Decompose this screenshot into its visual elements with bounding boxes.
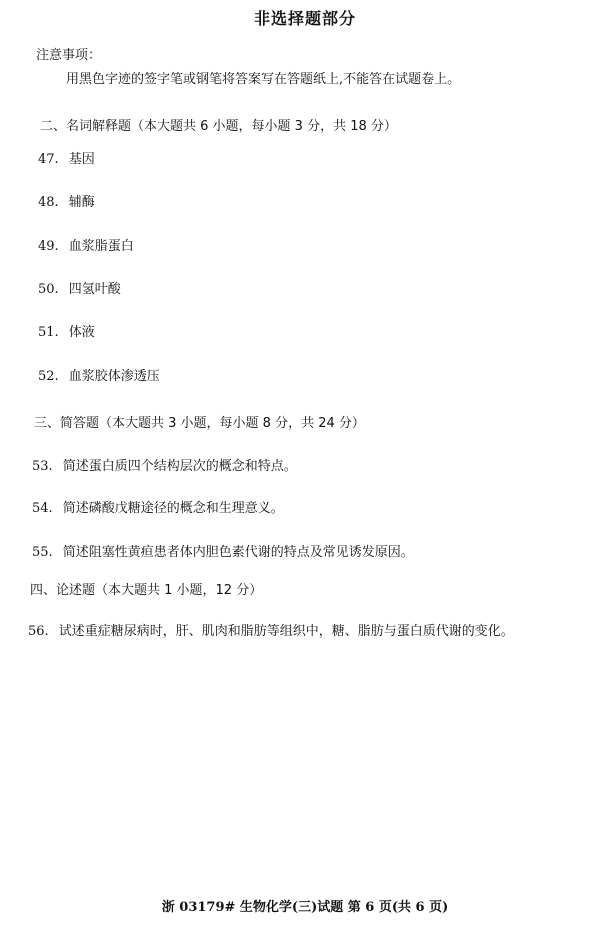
question-number: 50. (38, 282, 59, 297)
question-text: 简述阻塞性黄疸患者体内胆色素代谢的特点及常见诱发原因。 (62, 545, 414, 560)
question-number: 48. (38, 195, 59, 210)
question-51 (38, 321, 95, 340)
question-number: 54. (32, 501, 53, 516)
question-52 (38, 365, 160, 384)
question-text: 简述蛋白质四个结构层次的概念和特点。 (62, 459, 297, 474)
question-text: 四氢叶酸 (68, 282, 121, 297)
notice-text: 用黑色字迹的签字笔或钢笔将答案写在答题纸上,不能答在试题卷上。 (66, 72, 461, 87)
question-54 (32, 497, 284, 516)
question-47 (38, 148, 95, 167)
section-heading-short-answer: 三、简答题（本大题共 3 小题，每小题 8 分，共 24 分） (34, 416, 365, 431)
question-number: 47. (38, 152, 59, 167)
question-number: 52. (38, 369, 59, 384)
question-text: 辅酶 (68, 195, 95, 210)
page-title: 非选择题部分 (253, 9, 356, 28)
question-number: 53. (32, 459, 53, 474)
question-text: 体液 (68, 325, 95, 340)
section-heading-essay: 四、论述题（本大题共 1 小题，12 分） (30, 583, 263, 598)
question-56 (28, 620, 514, 639)
section-heading-noun-explanation: 二、名词解释题（本大题共 6 小题，每小题 3 分，共 18 分） (40, 119, 397, 134)
question-number: 56. (28, 624, 49, 639)
question-text: 试述重症糖尿病时，肝、肌肉和脂肪等组织中，糖、脂肪与蛋白质代谢的变化。 (58, 624, 514, 639)
question-53 (32, 455, 297, 474)
question-text: 简述磷酸戊糖途径的概念和生理意义。 (62, 501, 284, 516)
page-footer: 浙 03179# 生物化学(三)试题 第 6 页(共 6 页) (161, 900, 449, 915)
question-text: 基因 (68, 152, 95, 167)
question-number: 55. (32, 545, 53, 560)
question-number: 49. (38, 239, 59, 254)
question-50 (38, 278, 121, 297)
notice-label: 注意事项： (36, 48, 102, 63)
question-55 (32, 541, 414, 560)
question-48 (38, 191, 95, 210)
question-text: 血浆胶体渗透压 (68, 369, 160, 384)
question-text: 血浆脂蛋白 (68, 239, 134, 254)
question-number: 51. (38, 325, 59, 340)
question-49 (38, 235, 134, 254)
